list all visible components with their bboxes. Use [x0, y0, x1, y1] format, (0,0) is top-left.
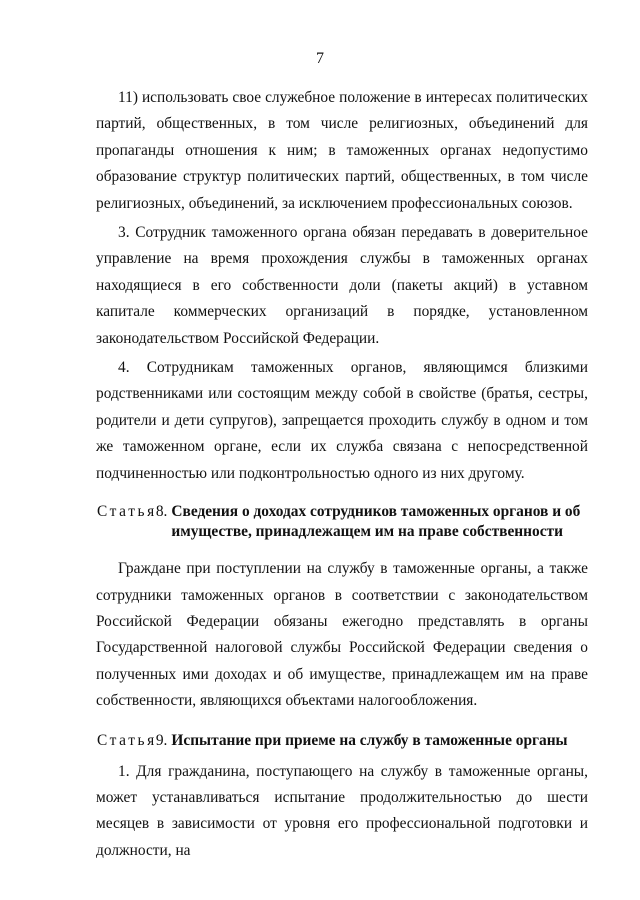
article-8-label: Статья: [97, 503, 157, 521]
paragraph-4: 4. Сотрудникам таможенных органов, являющимся близкими родственниками или состоящим между собой в свойстве (братья, сестры, родители и дети супругов), запрещается проходить службу в одном и том же таможенном органе, если их служба связана с непосредственной подчиненностью или подконтрольностью одного из них другому.: [96, 359, 588, 482]
article-9-body: 1. Для гражданина, поступающего на службу в таможенные органы, может устанавливаться испытание продолжительностью до шести месяцев в зависимости от уровня его профессиональной подготовки и должности, на: [96, 762, 588, 859]
document-body: [96, 85, 588, 864]
article-8-heading: [96, 502, 588, 542]
article-8-body: Граждане при поступлении на службу в таможенные органы, а также сотрудники таможенных органов в соответствии с законодательством Российской Федерации обязаны ежегодно представлять в органы Государственной налоговой службы Российской Федерации сведения о полученных ими доходах и об имуществе, принадлежащем им на праве собственности, являющихся объектами налогообложения.: [96, 560, 588, 710]
article-9-title: Испытание при приеме на службу в таможенные органы: [171, 731, 568, 749]
article-9-number: 9.: [155, 731, 168, 749]
article-9-label: Статья: [97, 731, 157, 749]
paragraph-3: 3. Сотрудник таможенного органа обязан передавать в доверительное управление на время прохождения службы в таможенных органах находящиеся в его собственности доли (пакеты акций) в уставном капитале коммерческих организаций в порядке, установленном законодательством Российской Федерации.: [96, 224, 588, 347]
article-9-heading: [96, 731, 588, 751]
paragraph-item-11: 11) использовать свое служебное положение в интересах политических партий, общественных, в том числе религиозных, объединений для пропаганды отношения к ним; в таможенных органах недопустимо образование структур политических партий, общественных, в том числе религиозных, объединений, за исключением профессиональных союзов.: [96, 89, 588, 212]
article-8-title: Сведения о доходах сотрудников таможенных органов и об имуществе, принадлежащем им на праве собственности: [171, 503, 581, 541]
article-8-number: 8.: [155, 503, 168, 521]
page-number: 7: [316, 50, 324, 67]
